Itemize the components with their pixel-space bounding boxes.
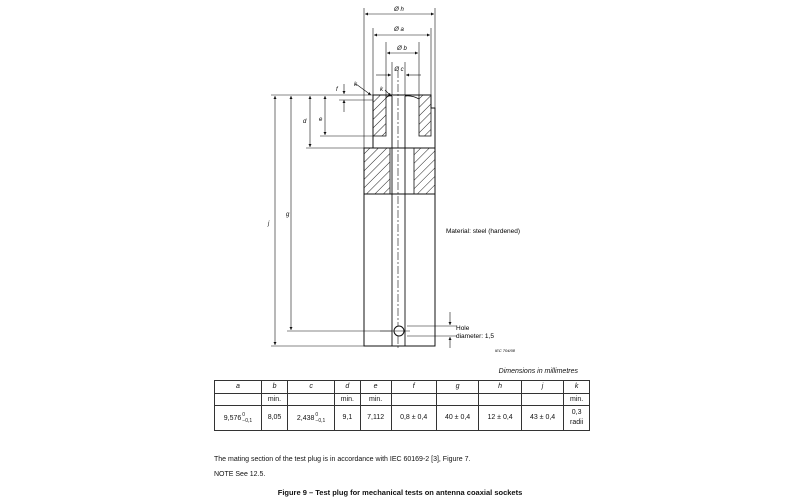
table-cell-j: 43 ± 0,4 [521, 406, 564, 431]
dim-b-label: Ø b [397, 46, 407, 52]
k-value-line2: radii [570, 419, 584, 426]
table-header-cell: d [335, 381, 361, 394]
dim-f-label: f [336, 87, 338, 93]
dim-d-label: d [303, 119, 307, 125]
inner-pin [386, 96, 419, 346]
dim-h-label: Ø h [394, 7, 404, 13]
table-header-cell: b [261, 381, 287, 394]
a-tolerance [242, 412, 252, 424]
dim-j-label: j [268, 221, 270, 227]
table-header-cell: e [360, 381, 391, 394]
a-main-value: 9,576 [223, 414, 242, 422]
units-note: Dimensions in millimetres [498, 368, 578, 375]
table-min-row [215, 394, 590, 406]
table-header-cell: h [479, 381, 522, 394]
table-value-row [215, 406, 590, 431]
table-cell: min. [335, 394, 361, 406]
table-cell [215, 394, 262, 406]
see-note: NOTE See 12.5. [214, 471, 266, 478]
mating-note: The mating section of the test plug is in accordance with IEC 60169-2 [3], Figure 7. [214, 456, 471, 463]
table-header-cell: a [215, 381, 262, 394]
table-header-cell: c [288, 381, 335, 394]
table-cell [391, 394, 436, 406]
dimensions-table [214, 380, 590, 431]
table-cell-h: 12 ± 0,4 [479, 406, 522, 431]
table-header-row [215, 381, 590, 394]
dim-k-right-label: k [380, 87, 383, 93]
dim-g-label: g [286, 212, 290, 218]
hole-label-line2: diameter: 1,5 [456, 333, 494, 340]
c-tol-upper: 0 [315, 412, 319, 418]
dim-k-left-label: k [354, 82, 357, 88]
k-value-line1: 0,3 [571, 409, 582, 416]
table-cell-d: 9,1 [335, 406, 361, 431]
c-tol-lower: −0,1 [315, 418, 326, 424]
table-cell-a [215, 406, 262, 431]
table-cell-e: 7,112 [360, 406, 391, 431]
material-label: Material: steel (hardened) [446, 228, 521, 235]
dim-e-label: e [319, 117, 323, 123]
c-tolerance [315, 412, 325, 424]
dim-c-label: Ø c [394, 67, 404, 73]
table-header-cell: k [564, 381, 590, 394]
a-tol-upper: 0 [242, 412, 246, 418]
table-header-cell: j [521, 381, 564, 394]
table-cell-g: 40 ± 0,4 [436, 406, 479, 431]
table-cell [479, 394, 522, 406]
dim-a-label: Ø a [394, 27, 404, 33]
table-cell [436, 394, 479, 406]
table-cell: min. [261, 394, 287, 406]
table-header-cell: g [436, 381, 479, 394]
figure-caption: Figure 9 – Test plug for mechanical tests on antenna coaxial sockets [277, 488, 523, 497]
table-header-cell: f [391, 381, 436, 394]
iec-reference: IEC 704/08 [495, 348, 516, 353]
table-cell: min. [360, 394, 391, 406]
table-cell-b: 8,05 [261, 406, 287, 431]
table-cell [521, 394, 564, 406]
c-main-value: 2,438 [296, 414, 315, 422]
table-cell-c [288, 406, 335, 431]
table-cell [288, 394, 335, 406]
table-cell-k [564, 406, 590, 431]
a-tol-lower: −0,1 [242, 418, 253, 424]
hole-label-line1: Hole [456, 325, 470, 332]
table-cell-f: 0,8 ± 0,4 [391, 406, 436, 431]
hatched-sections [364, 95, 435, 194]
table-cell: min. [564, 394, 590, 406]
